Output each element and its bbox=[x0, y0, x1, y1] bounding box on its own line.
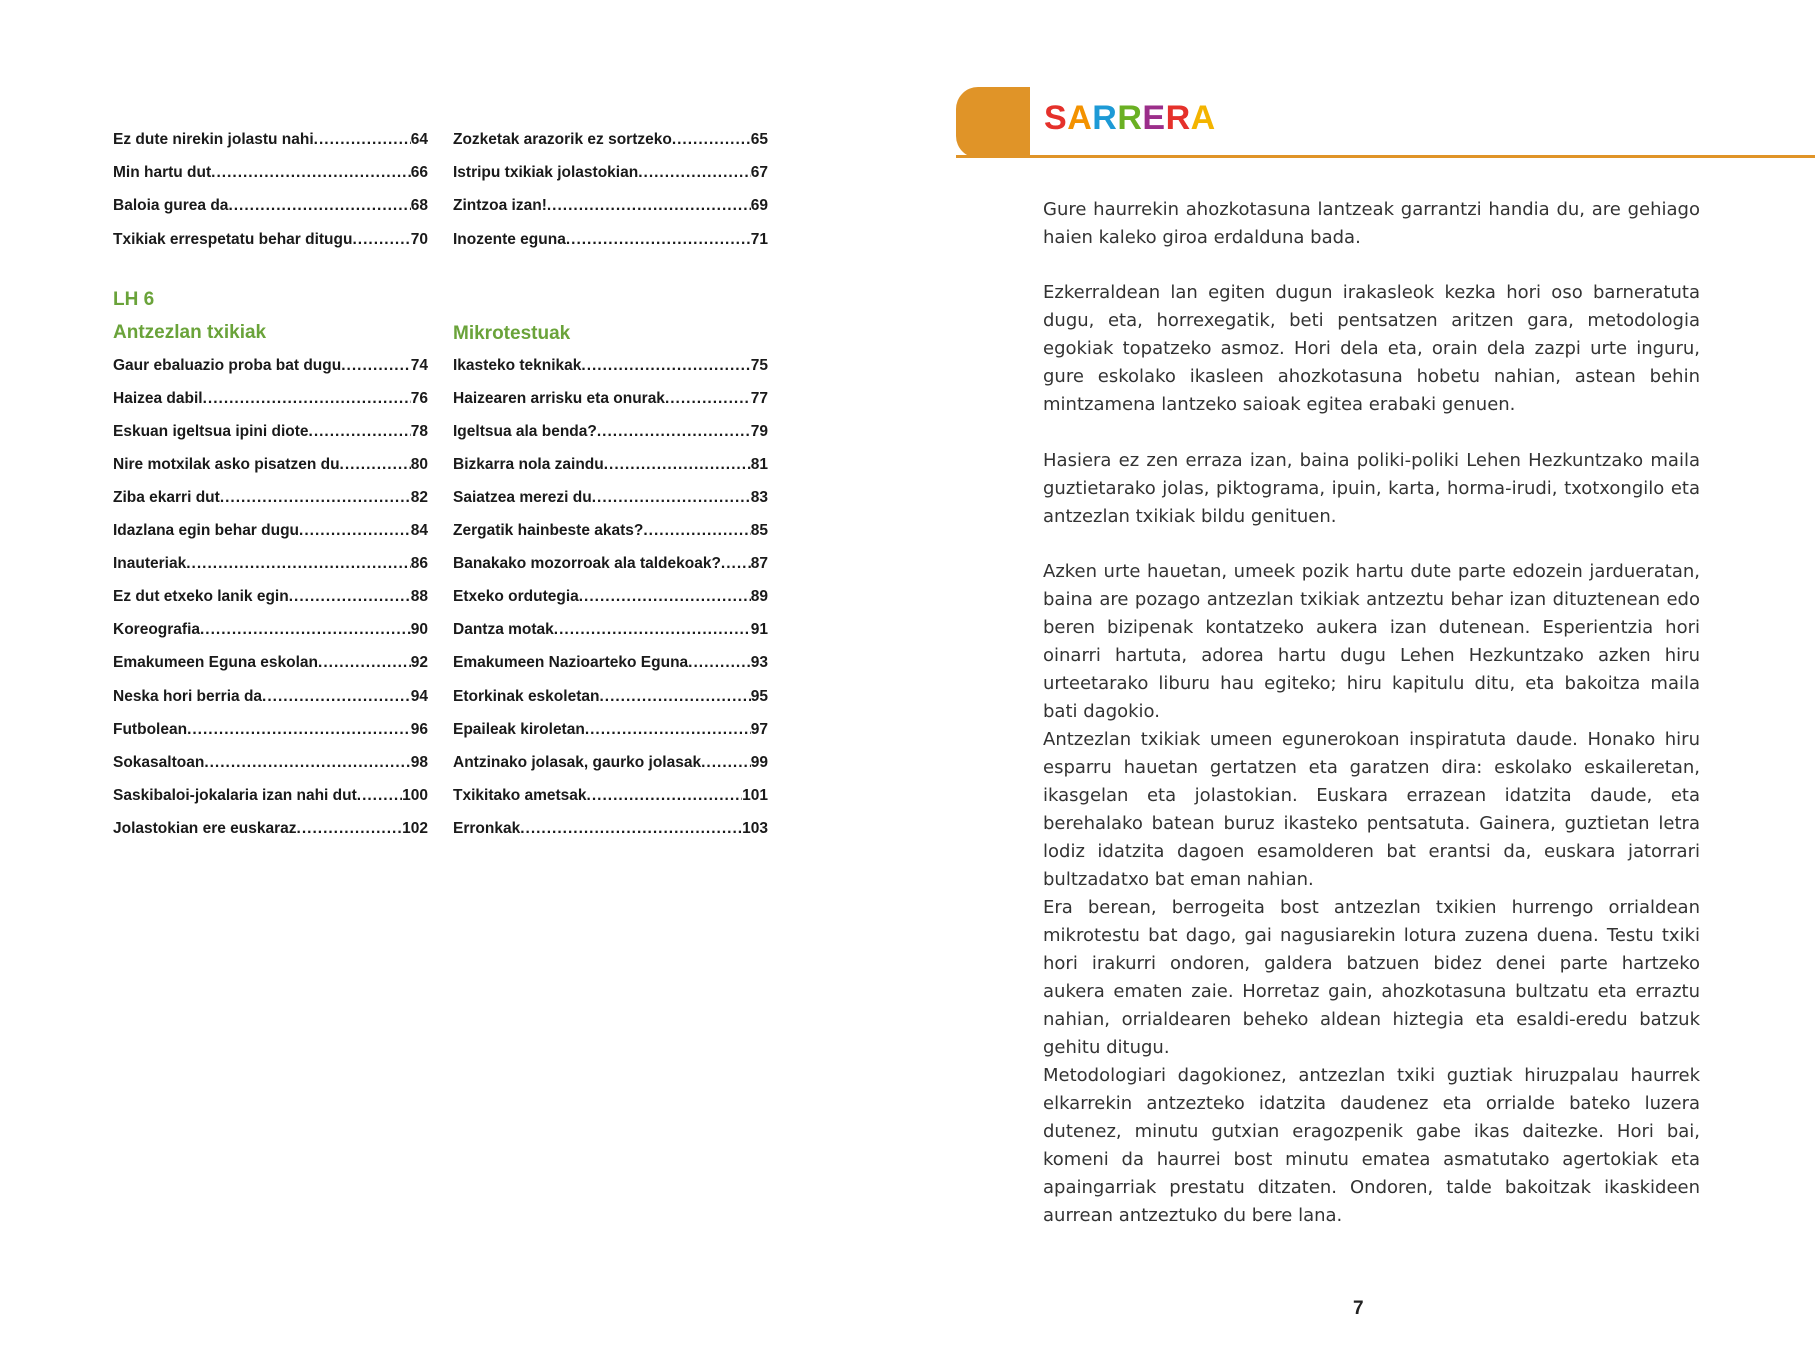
toc-entry-page: 89 bbox=[750, 588, 768, 606]
toc-leader-dots bbox=[289, 588, 411, 606]
toc-entry-title: Igeltsua ala benda? bbox=[453, 423, 597, 441]
left-page bbox=[0, 0, 907, 1361]
toc-entry-page: 100 bbox=[402, 786, 428, 804]
page-number: 7 bbox=[1353, 1298, 1364, 1319]
toc-leader-dots bbox=[357, 787, 402, 805]
toc-entry-title: Ikasteko teknikak bbox=[453, 357, 582, 374]
toc-entry-page: 71 bbox=[750, 230, 768, 248]
toc-entry bbox=[453, 555, 768, 577]
toc-leader-dots bbox=[665, 390, 751, 408]
toc-entry-title: Etxeko ordutegia bbox=[453, 588, 579, 606]
toc-entry-page: 65 bbox=[750, 131, 768, 148]
toc-entry-title: Banakako mozorroak ala taldekoak? bbox=[453, 555, 721, 573]
toc-entry bbox=[113, 654, 428, 676]
toc-entry bbox=[113, 197, 428, 219]
toc-leader-dots bbox=[520, 820, 742, 838]
toc-leader-dots bbox=[638, 164, 751, 182]
toc-entry-page: 103 bbox=[742, 819, 768, 837]
toc-entry-page: 98 bbox=[410, 753, 428, 771]
toc-leader-dots bbox=[672, 131, 751, 149]
toc-entry bbox=[113, 721, 428, 743]
toc-entry-page: 79 bbox=[750, 423, 768, 441]
toc-entry-page: 86 bbox=[410, 555, 428, 573]
toc-entry bbox=[113, 131, 428, 153]
toc-entry-title: Emakumeen Nazioarteko Eguna bbox=[453, 654, 689, 672]
toc-entry bbox=[113, 754, 428, 776]
toc-entry bbox=[113, 489, 428, 511]
toc-leader-dots bbox=[314, 131, 411, 149]
toc-entry bbox=[453, 621, 768, 643]
section-heading-mikrotestuak: Mikrotestuak bbox=[453, 323, 571, 344]
toc-entry-page: 88 bbox=[410, 588, 428, 606]
toc-entry-title: Koreografia bbox=[113, 621, 200, 639]
toc-entry bbox=[453, 654, 768, 676]
toc-entry-page: 75 bbox=[750, 357, 768, 374]
intro-paragraph: Metodologiari dagokionez, antzezlan txiki guztiak hiruzpalau haurrek elkarrekin antzezteko idatzita daudenez eta orrialde bateko luzera dutenez, minutu gutxian eragozpenik gabe ikas daitezke. Hori bai, komeni da haurrei bost minutu ematea asmatutako agertokiak eta apaingarriak prestatu ditzaten. Ondoren, talde bakoitzak ikaskideen aurrean antzeztuko du bere lana. bbox=[1043, 1065, 1700, 1226]
toc-entry-page: 70 bbox=[410, 230, 428, 248]
toc-entry bbox=[113, 357, 428, 379]
toc-entry-title: Haizearen arrisku eta onurak bbox=[453, 390, 665, 408]
toc-entry-title: Inozente eguna bbox=[453, 230, 566, 248]
toc-entry-title: Bizkarra nola zaindu bbox=[453, 456, 604, 474]
toc-leader-dots bbox=[597, 423, 751, 441]
level-label: LH 6 bbox=[113, 289, 155, 310]
toc-leader-dots bbox=[220, 489, 411, 507]
toc-entry-title: Emakumeen Eguna eskolan bbox=[113, 654, 319, 672]
toc-leader-dots bbox=[187, 721, 411, 739]
toc-entry-page: 74 bbox=[410, 357, 428, 374]
toc-leader-dots bbox=[186, 555, 411, 573]
toc-entry bbox=[113, 231, 428, 253]
toc-entry-title: Zozketak arazorik ez sortzeko bbox=[453, 131, 672, 148]
toc-entry-page: 68 bbox=[410, 197, 428, 215]
toc-entry-page: 69 bbox=[750, 197, 768, 215]
toc-entry bbox=[113, 688, 428, 710]
toc-entry bbox=[453, 357, 768, 379]
toc-entry-page: 84 bbox=[410, 522, 428, 540]
toc-entry-title: Zintzoa izan! bbox=[453, 197, 547, 215]
toc-leader-dots bbox=[299, 522, 411, 540]
toc-entry-title: Baloia gurea da bbox=[113, 197, 229, 215]
toc-entry-page: 78 bbox=[410, 423, 428, 441]
toc-entry bbox=[453, 522, 768, 544]
toc-entry-page: 102 bbox=[402, 819, 428, 837]
toc-entry-title: Nire motxilak asko pisatzen du bbox=[113, 456, 340, 474]
toc-entry-page: 80 bbox=[410, 456, 428, 474]
toc-leader-dots bbox=[701, 754, 751, 772]
toc-entry-title: Idazlana egin behar dugu bbox=[113, 522, 300, 540]
toc-entry-page: 94 bbox=[410, 687, 428, 705]
toc-entry-title: Txikiak errespetatu behar ditugu bbox=[113, 230, 353, 248]
toc-entry-page: 95 bbox=[750, 687, 768, 705]
toc-entry-title: Saskibaloi-jokalaria izan nahi dut bbox=[113, 786, 357, 804]
toc-entry bbox=[453, 489, 768, 511]
toc-leader-dots bbox=[554, 621, 751, 639]
toc-entry-title: Istripu txikiak jolastokian bbox=[453, 164, 639, 182]
toc-entry-page: 96 bbox=[410, 720, 428, 738]
toc-entry bbox=[453, 688, 768, 710]
intro-paragraph: Antzezlan txikiak umeen egunerokoan inspiratuta daude. Honako hiru esparru hauetan gertatzen eta garatzen dira: eskolako eskaileretan, ikasgelan eta jolastokian. Euskara errazean idatzita daude, eta berehalako batean buruz ikasteko pentsatuta. Gainera, guztietan letra lodiz idatzita dagoen esamolderen bat erantsi da, euskara jatorrari bultzadatxo bat eman nahian. bbox=[1043, 729, 1700, 890]
toc-entry bbox=[113, 621, 428, 643]
toc-entry-page: 67 bbox=[750, 164, 768, 182]
toc-entry-page: 77 bbox=[750, 390, 768, 408]
chapter-tab bbox=[956, 87, 1030, 158]
toc-entry bbox=[453, 197, 768, 219]
toc-leader-dots bbox=[203, 390, 411, 408]
toc-entry-title: Txikitako ametsak bbox=[453, 786, 587, 804]
toc-entry-page: 85 bbox=[750, 522, 768, 540]
toc-leader-dots bbox=[297, 820, 403, 838]
toc-leader-dots bbox=[352, 231, 410, 249]
toc-entry-page: 92 bbox=[410, 654, 428, 672]
toc-entry-title: Neska hori berria da bbox=[113, 687, 263, 705]
toc-entry-title: Sokasaltoan bbox=[113, 753, 205, 771]
toc-entry-page: 87 bbox=[750, 555, 768, 573]
toc-entry bbox=[453, 423, 768, 445]
toc-entry-title: Epaileak kiroletan bbox=[453, 720, 585, 738]
toc-entry bbox=[453, 754, 768, 776]
toc-entry-title: Inauteriak bbox=[113, 555, 187, 573]
page-title: SARRERA bbox=[1044, 99, 1216, 137]
intro-paragraph: Gure haurrekin ahozkotasuna lantzeak garrantzi handia du, are gehiago haien kaleko giroa erdalduna bada. bbox=[1043, 199, 1700, 248]
toc-entry-page: 99 bbox=[750, 753, 768, 771]
toc-entry bbox=[113, 423, 428, 445]
toc-entry-title: Saiatzea merezi du bbox=[453, 489, 592, 507]
toc-entry bbox=[453, 390, 768, 412]
toc-entry-title: Ez dute nirekin jolastu nahi bbox=[113, 131, 314, 148]
toc-entry-page: 90 bbox=[410, 621, 428, 639]
toc-entry bbox=[113, 522, 428, 544]
toc-leader-dots bbox=[340, 456, 411, 474]
toc-entry bbox=[113, 390, 428, 412]
toc-entry-page: 91 bbox=[750, 621, 768, 639]
toc-leader-dots bbox=[721, 555, 751, 573]
toc-entry-page: 82 bbox=[410, 489, 428, 507]
toc-entry-page: 76 bbox=[410, 390, 428, 408]
toc-leader-dots bbox=[309, 423, 411, 441]
toc-entry-title: Eskuan igeltsua ipini diote bbox=[113, 423, 309, 441]
header-rule bbox=[956, 155, 1815, 158]
toc-entry bbox=[113, 787, 428, 809]
toc-entry-page: 66 bbox=[410, 164, 428, 182]
toc-entry-title: Erronkak bbox=[453, 819, 521, 837]
toc-entry-title: Antzinako jolasak, gaurko jolasak bbox=[453, 753, 702, 771]
toc-entry-title: Futbolean bbox=[113, 720, 188, 738]
toc-entry-page: 64 bbox=[410, 131, 428, 148]
intro-paragraph: Azken urte hauetan, umeek pozik hartu dute parte edozein jardueratan, baina are pozago antzezlan txikiak antzeztu behar izan dituztenean edo beren bizipenak kontatzeko aukera izan dutenean. Esperientzia hori oinarri hartuta, adorea hartu dugu Lehen Hezkuntzako azken hiru urteetarako liburu hau egiteko; hiru kapitulu ditu, eta bakoitza maila bati dagokio. bbox=[1043, 561, 1700, 722]
toc-entry-title: Haizea dabil bbox=[113, 390, 203, 408]
intro-paragraph: Era berean, berrogeita bost antzezlan txikien hurrengo orrialdean mikrotestu bat dago, gai nagusiarekin lotura zuzena duena. Testu txiki hori irakurri ondoren, galdera batzuen bidez denei parte hartzeko aukera ematen zaie. Horretaz gain, ahozkotasuna bultzatu eta erraztu nahian, orrialdearen beheko aldean hiztegia eta esaldi-eredu batzuk gehitu ditugu. bbox=[1043, 897, 1700, 1058]
toc-leader-dots bbox=[599, 688, 750, 706]
toc-entry bbox=[453, 721, 768, 743]
toc-leader-dots bbox=[587, 787, 743, 805]
toc-entry bbox=[113, 588, 428, 610]
toc-entry-title: Etorkinak eskoletan bbox=[453, 687, 600, 705]
toc-leader-dots bbox=[341, 357, 411, 375]
toc-entry-title: Jolastokian ere euskaraz bbox=[113, 819, 297, 837]
toc-entry-page: 83 bbox=[750, 489, 768, 507]
toc-entry bbox=[453, 787, 768, 809]
toc-entry-title: Ziba ekarri dut bbox=[113, 489, 220, 507]
toc-entry bbox=[453, 820, 768, 842]
toc-leader-dots bbox=[604, 456, 751, 474]
toc-leader-dots bbox=[585, 721, 751, 739]
toc-leader-dots bbox=[200, 621, 411, 639]
toc-entry bbox=[453, 231, 768, 253]
toc-leader-dots bbox=[688, 654, 751, 672]
toc-leader-dots bbox=[581, 357, 750, 375]
toc-entry-page: 101 bbox=[742, 786, 768, 804]
toc-leader-dots bbox=[262, 688, 411, 706]
right-page bbox=[907, 0, 1815, 1361]
toc-leader-dots bbox=[211, 164, 411, 182]
toc-entry-title: Gaur ebaluazio proba bat dugu bbox=[113, 357, 342, 374]
toc-leader-dots bbox=[579, 588, 751, 606]
toc-entry bbox=[113, 555, 428, 577]
intro-paragraph: Hasiera ez zen erraza izan, baina poliki-poliki Lehen Hezkuntzako maila guztietarako jolas, piktograma, ipuin, karta, horma-irudi, txotxongilo eta antzezlan txikiak bildu genituen. bbox=[1043, 450, 1700, 527]
toc-entry-title: Min hartu dut bbox=[113, 164, 212, 182]
toc-entry-page: 81 bbox=[750, 456, 768, 474]
toc-entry-page: 97 bbox=[750, 720, 768, 738]
toc-leader-dots bbox=[643, 522, 750, 540]
toc-leader-dots bbox=[592, 489, 751, 507]
section-heading-antzezlanak: Antzezlan txikiak bbox=[113, 322, 267, 343]
toc-entry-title: Zergatik hainbeste akats? bbox=[453, 522, 644, 540]
toc-entry bbox=[453, 456, 768, 478]
toc-entry-title: Dantza motak bbox=[453, 621, 554, 639]
toc-entry-title: Ez dut etxeko lanik egin bbox=[113, 588, 289, 606]
toc-entry bbox=[453, 131, 768, 153]
toc-leader-dots bbox=[566, 231, 751, 249]
toc-entry bbox=[113, 164, 428, 186]
toc-leader-dots bbox=[318, 654, 411, 672]
toc-leader-dots bbox=[228, 197, 410, 215]
toc-entry bbox=[453, 164, 768, 186]
toc-leader-dots bbox=[204, 754, 410, 772]
toc-entry bbox=[453, 588, 768, 610]
toc-entry bbox=[113, 820, 428, 842]
toc-entry-page: 93 bbox=[750, 654, 768, 672]
toc-leader-dots bbox=[547, 197, 751, 215]
intro-paragraph: Ezkerraldean lan egiten dugun irakasleok kezka hori oso barneratuta dugu, eta, horrexegatik, beti pentsatzen aritzen gara, metodologia egokiak topatzeko asmoz. Hori dela eta, orain dela zazpi urte inguru, gure eskolako ikasleen ahozkotasuna hobetu nahian, astean behin mintzamena lantzeko saioak egitea erabaki genuen. bbox=[1043, 282, 1700, 415]
toc-entry bbox=[113, 456, 428, 478]
